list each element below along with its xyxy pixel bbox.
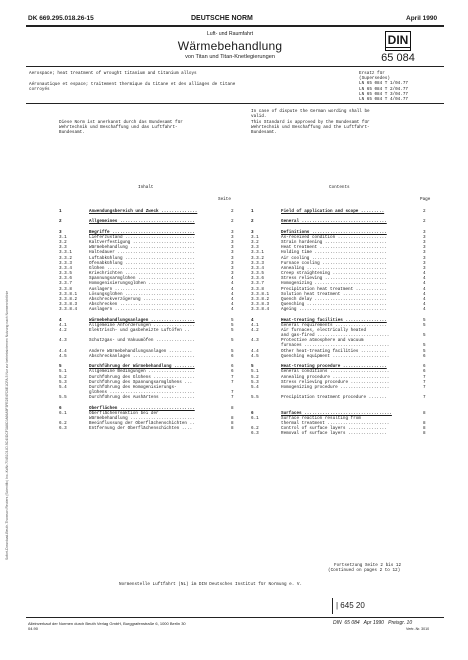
toc-entry-page: 5 [423,333,426,339]
toc-entry-number: 3.3.8 [251,286,264,292]
toc-entry-title: Abschrecken ............................. [89,302,195,308]
toc-entry-title: Precipitation treatment procedure ....... [281,395,387,401]
toc-entry-page: 7 [231,374,234,380]
toc-entry-title: Oberflächenreaktion bei der [89,410,159,416]
toc-entry-page: 5 [423,348,426,354]
toc-entry-page: 8 [423,426,426,432]
toc-entry-number: 3.3.6 [251,276,264,282]
toc-entry-title: Allgemeine Bedingungen .................. [89,369,195,375]
toc-entry-number: 3.3.8 [59,286,72,292]
toc-entry-title: Ageing .................................. [281,307,387,313]
toc-entry [251,354,431,359]
toc-entry-number: 5.5 [59,395,67,401]
toc-entry-number: 3.3.6 [59,276,72,282]
toc-entry-title: Kaltverfestigung ........................ [89,240,195,246]
toc-entry-title: Allgemeines ............................. [89,219,195,225]
doc-classification: DK 669.295.018.26-15 [28,15,94,22]
toc-entry-title: Allgemeine Anforderungen ................ [89,322,195,328]
title-category: Luft- und Raumfahrt [206,31,254,37]
title-rule [26,66,444,67]
toc-entry-page: 7 [231,379,234,385]
toc-entry-page: 8 [231,415,234,421]
toc-entry-page: 3 [231,245,234,251]
toc-entry-title: Furnace cooling ......................... [281,260,387,266]
toc-entry-number: 3.3.1 [251,250,264,256]
toc-entry-page: 4 [423,302,426,308]
toc-entry-page: 8 [231,426,234,432]
toc-list-de [59,209,237,431]
supersedes-item: LN 65 084 T 4/04.77 [359,97,408,103]
toc-entry-page: 3 [231,255,234,261]
toc-entry [59,307,237,312]
toc-entry-page: 8 [423,421,426,427]
toc-entry-page: 3 [231,234,234,240]
toc-entry-page: 4 [231,291,234,297]
toc-entry-page: 3 [423,260,426,266]
toc-entry-number: 4.1 [59,322,67,328]
scope-french-2: corroyés [29,87,50,92]
toc-entry-title: glühens ................................. [89,390,195,396]
din-logo-text: DIN [387,33,409,47]
toc-entry-number: 6.3 [251,431,259,437]
supersedes-block [359,71,408,102]
toc-entry-title: Luftabkühlung ........................... [89,255,195,261]
toc-entry-page: 4 [231,281,234,287]
toc-entry-title: Auslagern ............................... [89,307,195,313]
toc-entry-number: 3.3.8.4 [251,307,270,313]
toc-entry-number: 5.2 [251,374,259,380]
toc-entry-title: Air furnaces, electrically heated [281,327,367,333]
toc-entry-page: 4 [231,286,234,292]
toc-entry-title: Protective atmosphere and vacuum [281,338,364,344]
toc-entry-page: 7 [423,379,426,385]
toc-entry-title: Entfernung der Oberflächenschichten .... [89,426,193,432]
toc-entry-page: 3 [423,240,426,246]
toc-entry-title: Kriechrichten ........................... [89,271,195,277]
toc-entry-title: Elektrisch- und gasbeheizte Luftöfen .. [89,327,190,333]
toc-entry-page: 3 [231,229,234,235]
toc-entry-number: 6.1 [251,415,259,421]
toc-entry-number: 3.3.8.3 [59,302,78,308]
toc-entry-number: 3.3.4 [251,265,264,271]
toc-entry-number: 6.1 [59,410,67,416]
toc-entry-title: Surface reaction resulting from [281,415,361,421]
toc-entry-page: 3 [423,255,426,261]
toc-entry-page: 3 [423,265,426,271]
supersedes-item: LN 65 084 T 2/04.77 [359,86,408,92]
toc-entry-title: Homogenizing ............................ [281,281,387,287]
doc-date: April 1990 [406,15,438,22]
toc-entry-page: 6 [231,369,234,375]
toc-entry-title: Abschreckverzögerung .................... [89,296,195,302]
toc-entry-page: 4 [423,281,426,287]
toc-entry-number: 4.4 [59,348,67,354]
toc-entry-number: 3 [251,229,254,235]
toc-entry-number: 5.4 [251,384,259,390]
toc-entry-title: Air cooling ............................. [281,255,387,261]
toc-entry-title: thermal treatment ........................ [281,421,390,427]
toc-entry-number: 2 [59,219,62,225]
toc-entry-number: 3.3.2 [251,255,264,261]
toc-entry-page: 4 [423,296,426,302]
toc-entry-page: 5 [423,322,426,328]
footer-vertr: Vertr.-Nr. 3010 [406,627,430,631]
toc-entry-number: 3.1 [59,234,67,240]
toc-entry-title: Beeinflussung der Oberflächenschichten .. [89,421,195,427]
footer-rule [26,617,444,618]
toc-entry-title: Stress relieving procedure ............... [281,379,390,385]
din-logo [385,31,411,51]
toc-entry-title: As-received condition ................... [281,234,387,240]
toc-entry-title: Lösungsglühen ........................... [89,291,195,297]
toc-entry-number: 3.2 [59,240,67,246]
toc-entry-title: Quenching ............................... [281,302,387,308]
toc-entry-page: 5 [231,327,234,333]
toc-entry-page: 5 [231,348,234,354]
toc-entry-page: 2 [231,209,234,214]
toc-entry [59,209,237,214]
footer-publisher: Alleinverkauf der Normen durch Beuth Verlag GmbH, Burggrafenstraße 6, 1000 Berlin 30 04.90 [28,621,186,632]
toc-entry-page: 5 [231,338,234,344]
toc-entry [59,219,237,224]
supersedes-label-en: (Supersedes) [359,76,390,82]
toc-entry-number: 5.4 [59,384,67,390]
toc-entry-number: 3.3 [251,245,259,251]
toc-entry-title: General ................................. [281,219,387,225]
toc-entry-page: 2 [231,219,234,225]
toc-entry-title: Definitions ............................. [281,229,387,235]
toc-entry-number: 6.2 [59,421,67,427]
toc-entry-page: 5 [231,322,234,328]
toc-entry-title: Control of surface layers ............... [281,426,387,432]
toc-entry-page: 4 [231,296,234,302]
toc-entry-number: 3.2 [251,240,259,246]
toc-entry-title: Other heat-treating facilities .......... [281,348,387,354]
toc-entry-title: Homogenizing procedure ................... [281,384,390,390]
toc-entry-number: 4.2 [59,327,67,333]
toc-entry-title: Solution heat treatment ................. [281,291,387,297]
toc-entry-number: 4.2 [251,327,259,333]
toc-entry-number: 6 [59,405,62,411]
toc-entry-number: 2 [251,219,254,225]
toc-entry-title: Annealing ............................... [281,265,387,271]
header-rule [26,25,444,27]
toc-entry-page: 8 [231,405,234,411]
toc-entry [59,426,237,431]
toc-entry-number: 3.3.8.1 [251,291,270,297]
toc-entry-title: General conditions ....................... [281,369,390,375]
toc-entry-page: 3 [423,234,426,240]
toc-entry-page: 5 [423,317,426,323]
toc-page-label-en: Page [420,197,431,202]
toc-entry-page: 6 [423,369,426,375]
toc-entry-number: 4 [59,317,62,323]
toc-entry-page: 3 [423,229,426,235]
scope-english: Aerospace; heat treatment of wrought titanium and titanium alloys [29,71,197,76]
toc-entry-title: Andere Wärmebehandlungsanlagen ......... [89,348,193,354]
toc-entry-title: Homogenisierungsglühen .................. [89,281,195,287]
toc-entry-title: Haltedauer .............................. [89,250,195,256]
toc-entry [251,219,431,224]
toc-entry-page: 6 [231,364,234,370]
toc-entry-number: 3 [59,229,62,235]
toc-entry-title: Quenching equipment ...................... [281,353,390,359]
toc-entry-page: 3 [423,245,426,251]
toc-entry-number: 5.3 [59,379,67,385]
toc-entry-page: 2 [423,209,426,214]
toc-entry-page: 7 [423,395,426,401]
toc-entry-number: 3.3.8.2 [251,296,270,302]
toc-entry-number: 4.5 [59,353,67,359]
toc-entry-number: 3.3.5 [251,271,264,277]
toc-entry-number: 5.2 [59,374,67,380]
scope-rule [26,103,444,104]
toc-entry-title: Field of application and scope ......... [281,209,385,214]
toc-entry-number: 4 [251,317,254,323]
toc-entry-title: Durchführung des Homogenisierungs- [89,384,177,390]
toc-entry-page: 3 [231,265,234,271]
toc-entry-number: 4.3 [59,338,67,344]
toc-entry-title: Precipitation heat treatment ............ [281,286,387,292]
toc-entry-title: Glühen .................................. [89,265,195,271]
toc-entry [251,395,431,400]
toc-entry-title: Ofenabkühlung ........................... [89,260,195,266]
toc-entry-page: 3 [423,250,426,256]
price-rule-left [332,598,333,614]
toc-entry-title: Oberflächen ............................. [89,405,195,411]
toc-entry-page: 7 [423,384,426,390]
toc-entry-page: 3 [231,240,234,246]
toc-entry-number: 3.3.7 [251,281,264,287]
toc-entry-page: 8 [423,410,426,416]
supersedes-item: LN 65 084 T 3/04.77 [359,91,408,97]
toc-entry-page: 4 [231,302,234,308]
toc-entry-number: 5.1 [251,369,259,375]
toc-entry-page: 5 [423,343,426,349]
toc-entry-title: Begriffe ................................ [89,229,195,235]
toc-entry-number: 5.5 [251,395,259,401]
toc-entry-page: 4 [231,307,234,313]
toc-entry-number: 3.3.2 [59,255,72,261]
toc-entry-title: Anwendungsbereich und Zweck .............. [89,209,198,214]
toc-entry-number: 5.3 [251,379,259,385]
toc-entry-title: General requirements .................... [281,322,387,328]
toc-entry-number: 3.3.3 [59,260,72,266]
scope-french-1: Aéronautique et espace; traitement thermique du titane et des alliages de titane [29,82,236,87]
toc-entry [59,328,237,333]
toc-entry-title: Annealing procedure ...................... [281,374,390,380]
toc-entry-number: 3.3.8.2 [59,296,78,302]
toc-entry-number: 6.2 [251,426,259,432]
toc-entry-title: Durchführung des Spannungsarmglühens ... [89,379,193,385]
toc-entry [59,354,237,359]
toc-entry-page: 6 [423,353,426,359]
toc-entry-page: 5 [231,317,234,323]
toc-entry-page: 4 [423,276,426,282]
toc-entry-number: 5.1 [59,369,67,375]
toc-entry-title: Wärmebehandlungsanlagen ................. [89,317,195,323]
continuation-note: Fortsetzung Seite 2 bis 12 (Continued on pages 2 to 12) [328,563,402,574]
toc-entry-page: 3 [231,250,234,256]
page-title: Wärmebehandlung [177,39,283,53]
toc-entry [251,385,431,390]
toc-entry-title: Durchführung des Aushärtens ............. [89,395,195,401]
supersedes-label: Ersatz für [359,71,385,76]
toc-entry-page: 3 [231,260,234,266]
toc-entry-page: 4 [423,307,426,313]
toc-list-en [251,209,431,437]
toc-entry-page: 8 [231,421,234,427]
toc-entry-title: Durchführung des Glühens ................ [89,374,195,380]
toc-entry-number: 4.5 [251,353,259,359]
toc-entry-page: 6 [231,353,234,359]
supersedes-item: LN 65 084 T 1/04.77 [359,81,408,87]
toc-entry-page: 4 [231,276,234,282]
toc-entry-title: Quench delay ............................ [281,296,387,302]
toc-entry-number: 3.3.8.1 [59,291,78,297]
doc-type: DEUTSCHE NORM [191,15,253,22]
toc-entry-number: 3.1 [251,234,259,240]
toc-entry-number: 6 [251,410,254,416]
toc-entry-title: Strain hardening ........................ [281,240,387,246]
toc-entry-page: 3 [231,271,234,277]
toc-entry-number: 3.3.7 [59,281,72,287]
toc-entry [59,338,237,343]
toc-entry-number: 6.3 [59,426,67,432]
toc-entry-number: 3.3.8.4 [59,307,78,313]
toc-entry-number: 3.3.3 [251,260,264,266]
toc-page-label-de: Seite [218,197,231,202]
toc-entry-title: Spannungsarmglühen ...................... [89,276,195,282]
toc-entry-title: Schutzgas- und Vakuumöfen ............... [89,338,195,344]
toc-entry-title: Stress relieving ........................ [281,276,387,282]
approval-notice-de: Diese Norm ist anerkannt durch das Bundesamt für Wehrtechnik und Beschaffung und das Luftfahrt- Bundesamt. [59,120,183,136]
toc-entry-number: 1 [251,209,254,214]
toc-entry-title: Wärmebehandlung ......................... [89,245,195,251]
toc-entry-number: 4.4 [251,348,259,354]
toc-entry-page: 4 [423,291,426,297]
toc-entry-title: Holding time ............................ [281,250,387,256]
toc-entry-number: 3.3 [59,245,67,251]
toc-entry-page: 7 [423,374,426,380]
toc-entry-title: Abschreckanlagen ........................ [89,353,195,359]
price-group: | 645 20 [336,601,365,610]
toc-entry-number: 5 [59,364,62,370]
toc-entry [251,307,431,312]
toc-entry-title: Wärmebehandlung ......................... [89,415,195,421]
toc-entry-number: 4.1 [251,322,259,328]
toc-entry-page: 4 [423,271,426,277]
toc-entry-number: 3.3.4 [59,265,72,271]
toc-entry [251,431,431,436]
title-sub: von Titan und Titan-Knetlegierungen [185,54,275,60]
toc-entry-number: 4.3 [251,338,259,344]
toc-heading-en: Contents [329,185,350,190]
toc-entry-title: and gas-fired ............................ [281,333,390,339]
toc-entry-page: 8 [423,431,426,437]
toc-entry-title: Heat-treating facilities ................ [281,317,387,323]
toc-entry-page: 6 [423,364,426,370]
toc-entry-title: Removal of surface layers ............... [281,431,387,437]
toc-entry-page: 2 [423,219,426,225]
toc-entry-title: Auslagern ............................... [89,286,195,292]
toc-entry-title: Heat treatment .......................... [281,245,387,251]
toc-entry-page: 4 [423,286,426,292]
toc-entry-number: 3.3.5 [59,271,72,277]
toc-entry-number: 1 [59,209,62,214]
dispute-notice: In case of dispute the German wording shall be valid. [251,109,370,120]
din-number: 65 084 [381,52,415,64]
toc-entry-title: Lieferzustand ........................... [89,234,195,240]
toc-entry-page: 7 [231,390,234,396]
toc-entry-number: 5 [251,364,254,370]
toc-entry-title: Creep straightening ..................... [281,271,387,277]
toc-entry-number: 3.3.1 [59,250,72,256]
toc-entry [59,395,237,400]
committee-line: Normenstelle Luftfahrt (NL) im DIN Deutsches Institut für Normung e. V. [119,582,303,587]
toc-entry-title: Surfaces .................................. [281,410,392,416]
toc-entry-title: Heat-treating procedure ................. [281,364,387,370]
toc-heading-de: Inhalt [138,185,154,190]
toc-entry-page: 7 [231,395,234,401]
toc-entry-title: furnaces ................................. [281,343,390,349]
toc-entry-number: 3.3.8.3 [251,302,270,308]
sidebar-note: Sofort-Download-Beuth-Thomson Reuters (Scientific) Inc.-KdNr.7045103-ID.5C40DCF3A8C0A66A9F3FE2E47C6E1CFA.5 Nur zur betriebsinternen Nutzung nach Normenrichtlinie [5,290,9,560]
toc-entry-title: Durchführung der Wärmebehandlung ........ [89,364,195,370]
footer-reference: DIN 65 084 Apr 1990 Preisgr. 10 [333,620,413,626]
toc-entry [251,209,431,214]
approval-notice-en: This Standard is approved by the Bundesamt für Wehrtechnik und Beschaffung and the Luftfahrt- Bundesamt. [251,120,370,136]
